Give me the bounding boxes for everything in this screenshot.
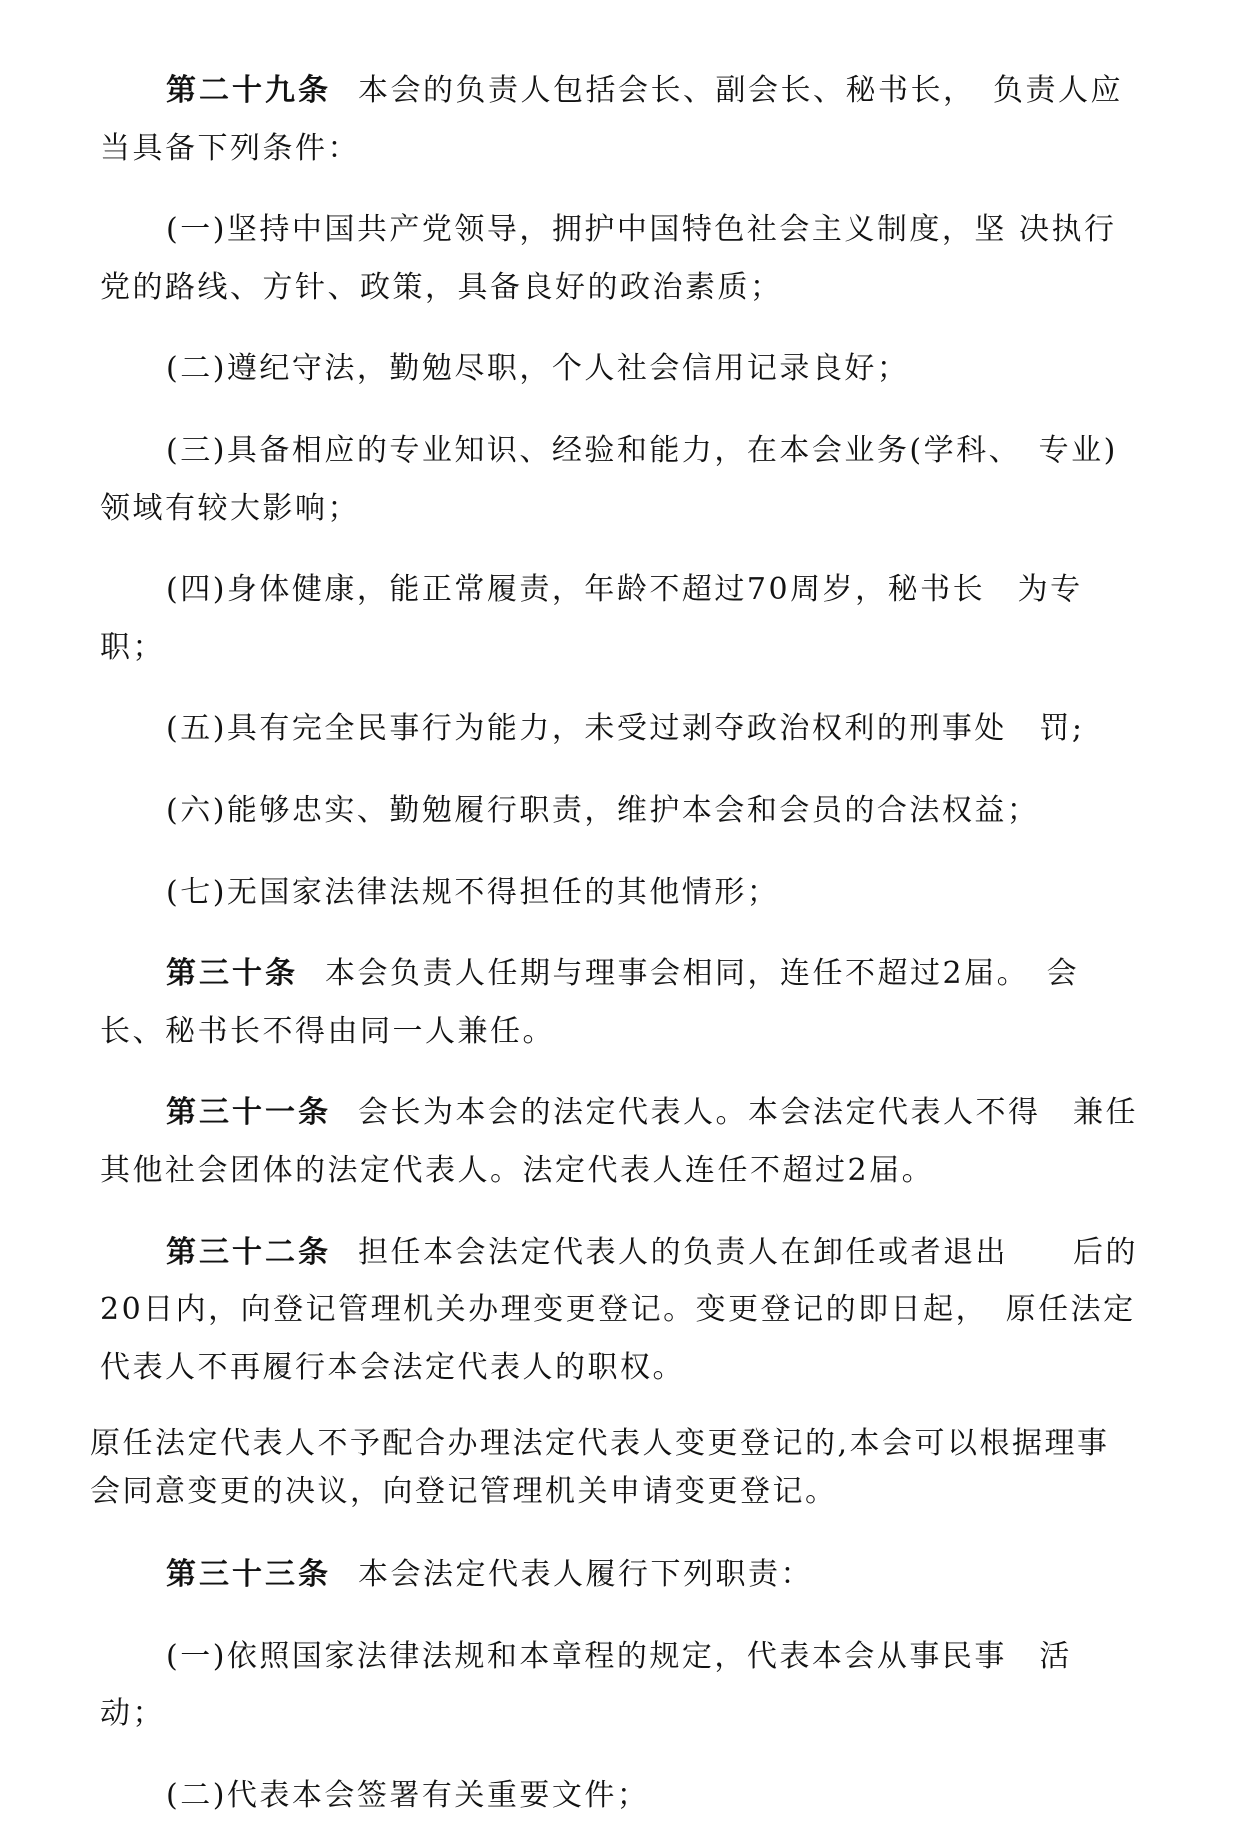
article-paragraph xyxy=(100,1546,1141,1604)
article-number: 第三十三条 xyxy=(166,1557,331,1593)
article-paragraph xyxy=(100,945,1141,1060)
document-body xyxy=(90,62,1141,1825)
article-paragraph xyxy=(100,62,1141,177)
body-paragraph xyxy=(100,1628,1141,1743)
body-paragraph xyxy=(100,1767,1141,1825)
article-number: 第三十一条 xyxy=(166,1095,331,1131)
paragraph-text: (六)能够忠实、勤勉履行职责，维护本会和会员的合法权益； xyxy=(166,792,1040,828)
body-paragraph xyxy=(100,422,1141,537)
body-paragraph xyxy=(100,561,1141,676)
paragraph-text: (一)依照国家法律法规和本章程的规定，代表本会从事民事 活 动； xyxy=(100,1638,1084,1732)
paragraph-text: (二)代表本会签署有关重要文件； xyxy=(166,1778,650,1814)
paragraph-text: (四)身体健康，能正常履责，年龄不超过70周岁，秘书长 为专职； xyxy=(100,572,1083,665)
paragraph-text: 本会的负责人包括会长、副会长、秘书长， 负责人应当具备下列条件： xyxy=(100,73,1123,166)
body-paragraph xyxy=(100,201,1141,316)
article-number: 第三十二条 xyxy=(166,1234,331,1270)
body-paragraph xyxy=(100,864,1141,922)
paragraph-text: (一)坚持中国共产党领导，拥护中国特色社会主义制度，坚 决执行党的路线、方针、政策，具备良好的政治素质； xyxy=(100,212,1117,305)
paragraph-text: 会长为本会的法定代表人。本会法定代表人不得 兼任其他社会团体的法定代表人。法定代表人连任不超过2届。 xyxy=(100,1095,1138,1188)
paragraph-text: 担任本会法定代表人的负责人在卸任或者退出 后的20日内，向登记管理机关办理变更登记。变更登记的即日起， 原任法定代表人不再履行本会法定代表人的职权。 xyxy=(100,1234,1138,1385)
body-paragraph xyxy=(90,1420,1141,1516)
paragraph-text: (二)遵纪守法，勤勉尽职，个人社会信用记录良好； xyxy=(166,351,910,387)
body-paragraph xyxy=(100,700,1141,758)
paragraph-text: 原任法定代表人不予配合办理法定代表人变更登记的,本会可以根据理事会同意变更的决议，向登记管理机关申请变更登记。 xyxy=(90,1426,1110,1510)
body-paragraph xyxy=(100,340,1141,398)
body-paragraph xyxy=(100,782,1141,840)
article-paragraph xyxy=(100,1224,1141,1397)
article-paragraph xyxy=(100,1084,1141,1199)
article-number: 第三十条 xyxy=(166,956,298,992)
article-number: 第二十九条 xyxy=(166,73,331,108)
paragraph-text: (三)具备相应的专业知识、经验和能力，在本会业务(学科、 专业)领域有较大影响； xyxy=(100,432,1118,526)
paragraph-text: 本会负责人任期与理事会相同，连任不超过2届。 会长、秘书长不得由同一人兼任。 xyxy=(100,956,1080,1049)
paragraph-text: 本会法定代表人履行下列职责： xyxy=(358,1557,813,1593)
paragraph-text: (七)无国家法律法规不得担任的其他情形； xyxy=(166,874,780,910)
paragraph-text: (五)具有完全民事行为能力，未受过剥夺政治权利的刑事处 罚; xyxy=(166,711,1085,747)
